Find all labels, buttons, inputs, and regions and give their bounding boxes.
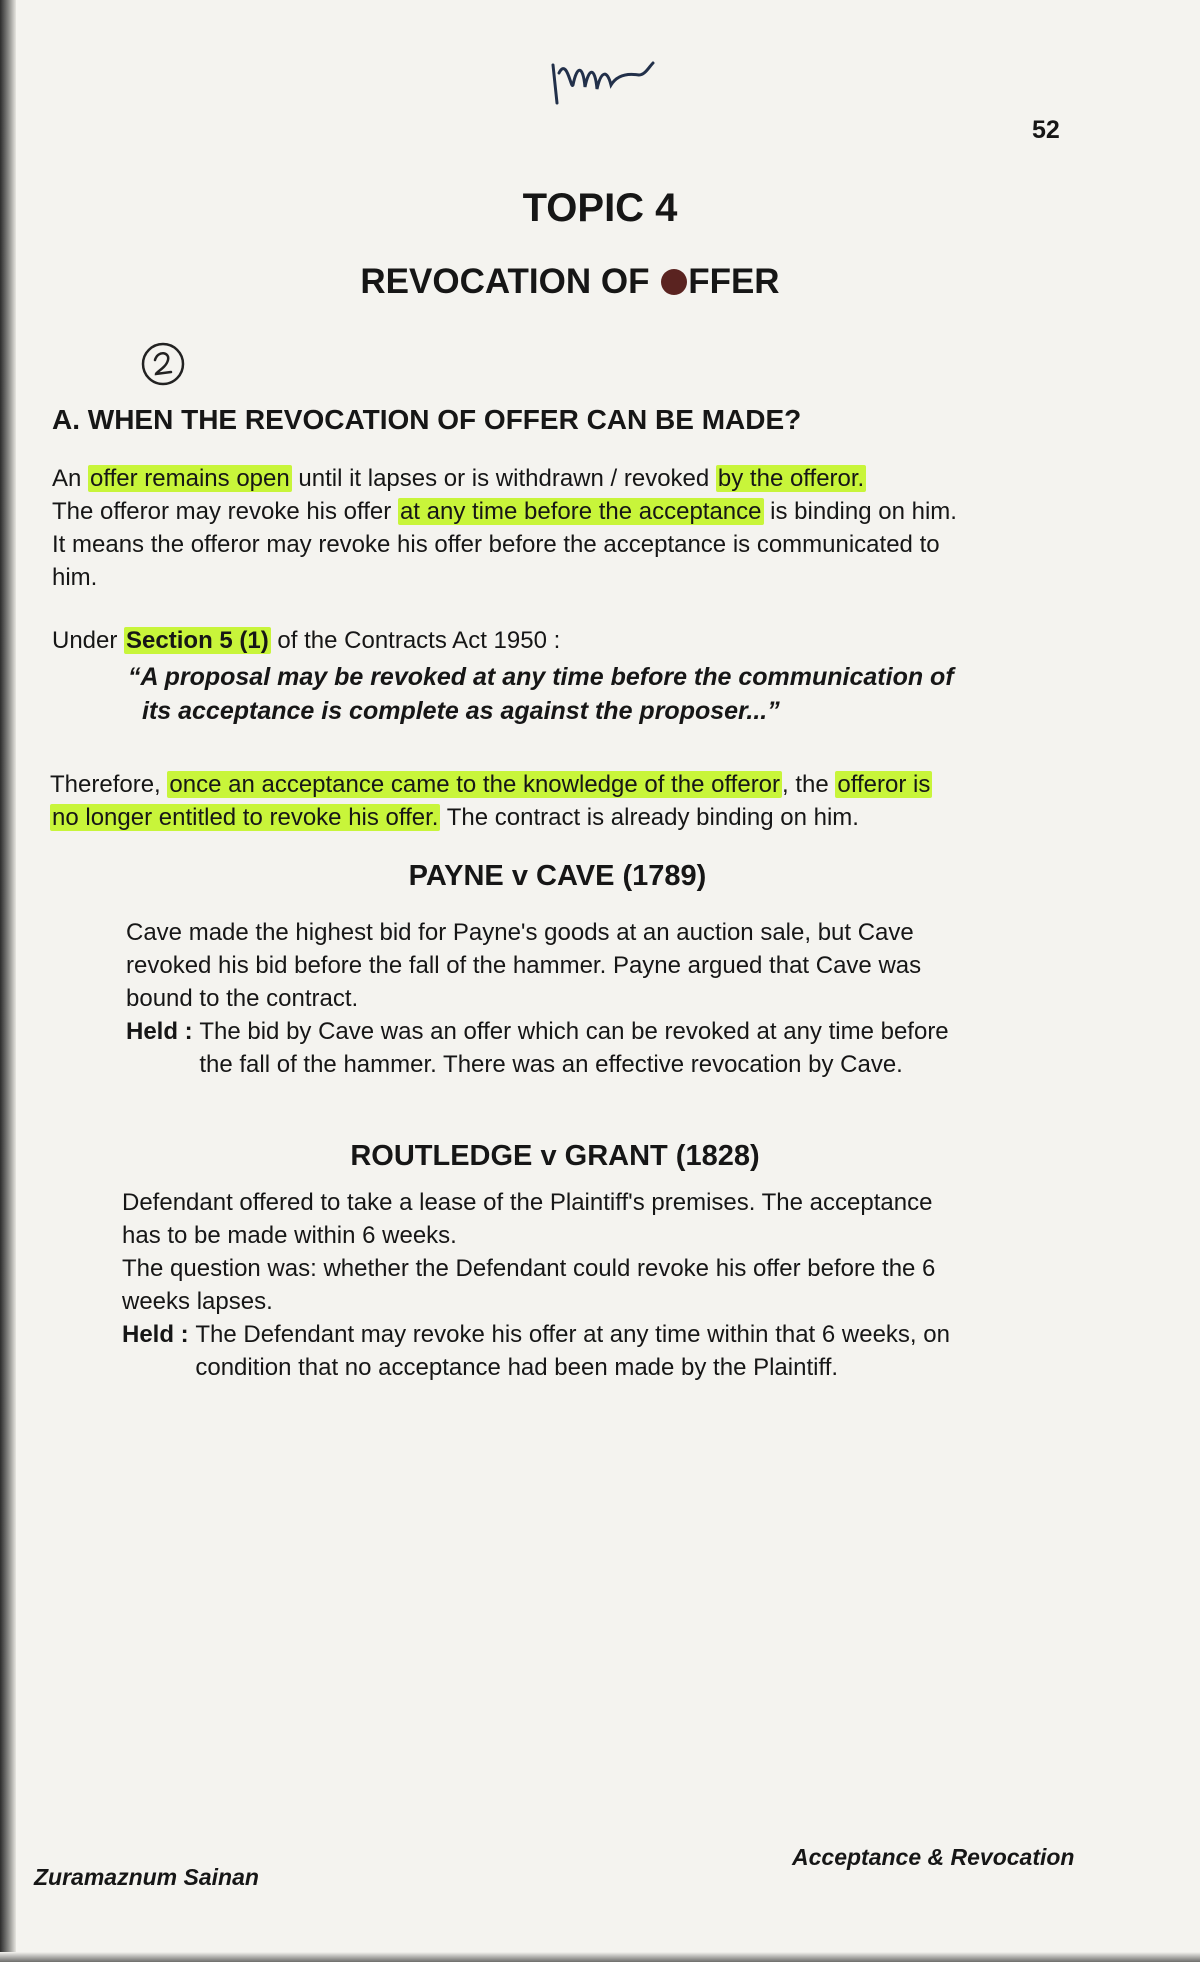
highlighted-text: no longer entitled to revoke his offer.: [52, 804, 439, 831]
paragraph-line: [52, 462, 1072, 495]
case-held: [122, 1318, 1072, 1384]
footer-author: Zuramaznum Sainan: [34, 1864, 259, 1890]
case-line: Cave made the highest bid for Payne's goods at an auction sale, but Cave: [126, 919, 914, 946]
case-line: weeks lapses.: [122, 1288, 273, 1315]
held-line: the fall of the hammer. There was an effective revocation by Cave.: [199, 1051, 903, 1078]
section-a-heading: A. WHEN THE REVOCATION OF OFFER CAN BE MADE?: [52, 404, 802, 435]
held-label: Held :: [126, 1018, 200, 1045]
text: An: [52, 465, 89, 492]
highlighted-text: by the offeror.: [717, 465, 865, 492]
case-line: has to be made within 6 weeks.: [122, 1222, 457, 1249]
case-body-payne-v-cave: [126, 916, 1066, 1081]
highlighted-text: once an acceptance came to the knowledge of the offeror: [169, 771, 781, 798]
highlighted-text: at any time before the acceptance: [399, 498, 762, 525]
case-heading-routledge-v-grant: ROUTLEDGE v GRANT (1828): [350, 1140, 760, 1172]
footer-section-title: Acceptance & Revocation: [792, 1844, 1075, 1870]
chapter-title-start: REVOCATION OF: [360, 262, 660, 301]
text: is binding on him.: [763, 498, 957, 525]
topic-heading: TOPIC 4: [522, 186, 678, 230]
case-line: Defendant offered to take a lease of the Plaintiff's premises. The acceptance: [122, 1189, 933, 1216]
text: Under: [52, 627, 125, 654]
quote-line: its acceptance is complete as against the proposer...”: [142, 697, 780, 725]
highlighted-text: offer remains open: [90, 465, 290, 492]
case-line: revoked his bid before the fall of the hammer. Payne argued that Cave was: [126, 952, 922, 979]
page-bottom-shadow: [0, 1952, 1200, 1962]
held-line: The bid by Cave was an offer which can be revoked at any time before: [199, 1018, 949, 1045]
highlighted-text: offeror is: [837, 771, 931, 798]
case-body-routledge-v-grant: [122, 1186, 1072, 1384]
case-held: [126, 1015, 1066, 1081]
held-line: condition that no acceptance had been made by the Plaintiff.: [195, 1354, 839, 1381]
held-label: Held :: [122, 1321, 196, 1348]
paragraph-line: [52, 495, 1072, 528]
chapter-title-end: FFER: [688, 262, 780, 301]
text: , the: [782, 771, 836, 798]
case-line: The question was: whether the Defendant could revoke his offer before the 6: [122, 1255, 936, 1282]
paragraph-line: him.: [52, 564, 98, 591]
section-a-paragraph: [52, 462, 1072, 594]
therefore-paragraph: [50, 768, 1090, 834]
statute-quote: [128, 660, 1088, 728]
text: Therefore,: [50, 771, 168, 798]
section-reference-line: [52, 624, 560, 657]
text: until it lapses or is withdrawn / revoked: [291, 465, 716, 492]
paragraph-line: It means the offeror may revoke his offer before the acceptance is communicated to: [52, 531, 940, 558]
text: The offeror may revoke his offer: [52, 498, 398, 525]
quote-line: “A proposal may be revoked at any time before the communication of: [128, 663, 954, 691]
section-citation: Section 5 (1): [126, 627, 269, 654]
handwritten-circled-mark: [138, 338, 190, 390]
ink-blot-mark: [661, 269, 687, 295]
case-heading-payne-v-cave: PAYNE v CAVE (1789): [408, 860, 707, 892]
chapter-title: [0, 262, 1140, 302]
text: of the Contracts Act 1950 :: [270, 627, 561, 654]
handwritten-initials-scribble: [545, 45, 665, 110]
page-number: 52: [1032, 116, 1060, 144]
text: The contract is already binding on him.: [440, 804, 859, 831]
case-line: bound to the contract.: [126, 985, 359, 1012]
held-line: The Defendant may revoke his offer at any time within that 6 weeks, on: [195, 1321, 950, 1348]
